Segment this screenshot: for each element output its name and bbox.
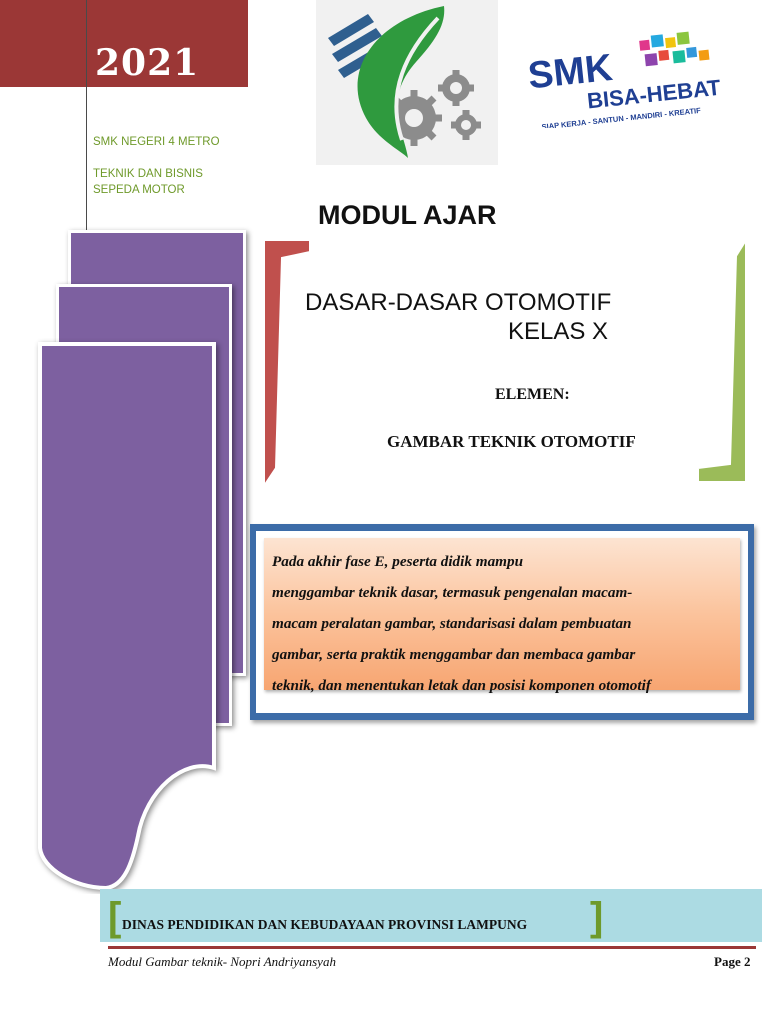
learning-outcome-text: Pada akhir fase E, peserta didik mampu menggambar teknik dasar, termasuk pengenalan macam- macam peralatan gambar, standarisasi dalam pembuatan gambar, serta praktik menggambar dan membaca gambar teknik, dan menentukan letak dan posisi komponen otomotif	[272, 553, 651, 694]
right-green-bracket	[694, 236, 750, 486]
smk-logo-text: SMK	[526, 46, 615, 98]
bisa-hebat-text: BISA-HEBAT	[585, 74, 722, 114]
smk-logo-icon	[525, 28, 735, 128]
footer-divider	[108, 946, 756, 949]
vertical-rule	[86, 0, 87, 230]
year-label: 2021	[95, 42, 200, 84]
page-number: Page 2	[714, 954, 751, 969]
school-name: SMK NEGERI 4 METRO	[93, 136, 220, 148]
footer-band	[100, 889, 762, 942]
logo-tagline: SIAP KERJA - SANTUN - MANDIRI - KREATIF	[541, 105, 702, 128]
program-name: TEKNIK DAN BISNIS SEPEDA MOTOR	[93, 168, 203, 196]
footer-organization: DINAS PENDIDIKAN DAN KEBUDAYAAN PROVINSI LAMPUNG	[122, 917, 528, 932]
leaf-gears-logo	[316, 0, 498, 165]
left-red-bracket	[260, 236, 312, 488]
purple-tab-front	[34, 338, 224, 894]
subject-title: DASAR-DASAR OTOMOTIF	[305, 289, 612, 316]
element-label: ELEMEN:	[495, 386, 570, 403]
class-label: KELAS X	[508, 318, 609, 345]
leaf-gears-icon	[316, 0, 498, 165]
footer-left-bracket: [	[108, 895, 122, 939]
footer-right-bracket: ]	[590, 895, 604, 939]
smk-bisa-hebat-logo	[525, 28, 735, 128]
element-value: GAMBAR TEKNIK OTOMOTIF	[387, 432, 636, 451]
footer-module-info: Modul Gambar teknik- Nopri Andriyansyah	[108, 954, 336, 969]
module-title: MODUL AJAR	[318, 200, 497, 230]
